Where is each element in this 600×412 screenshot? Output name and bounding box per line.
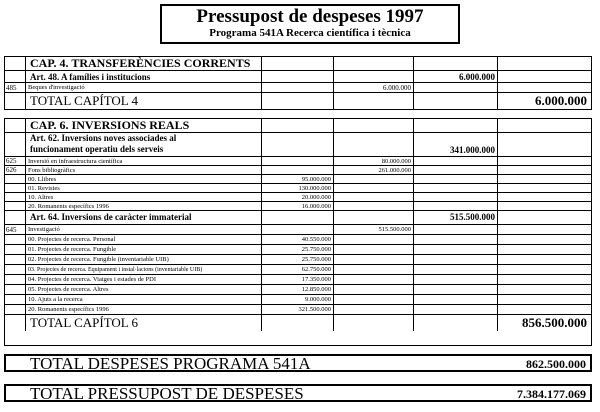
table-row [5, 235, 591, 245]
row-label: 03. Projectes de recerca. Equipament i instal·lacions (inventariable UIB) [25, 265, 261, 274]
row-label: 10. Ajuts a la recerca [25, 295, 261, 304]
total-pressupost-value: 7.384.177.069 [517, 387, 586, 401]
cap6-block [4, 118, 592, 346]
r485-row [5, 83, 591, 93]
row-label: 02. Projectes de recerca. Fungible (inventariable UIB) [25, 255, 261, 264]
row-sub-value: 17.350.000 [261, 275, 333, 284]
row-sub-value: 62.750.000 [261, 265, 333, 274]
cap6-total-value: 856.500.000 [497, 315, 591, 331]
row-value [333, 275, 413, 284]
row-value [333, 265, 413, 274]
table-row [5, 157, 591, 166]
row-value [333, 184, 413, 192]
row-label: 01. Projectes de recerca. Fungible [25, 245, 261, 254]
row-value: 80.000.000 [333, 157, 413, 165]
row-code [5, 193, 25, 201]
cap6-total-label: TOTAL CAPÍTOL 6 [25, 315, 261, 331]
row-code [5, 235, 25, 244]
row-code: 626 [6, 166, 17, 174]
table-row [5, 175, 591, 184]
table-row [5, 265, 591, 275]
table-row [5, 202, 591, 211]
row-value: 261.000.000 [333, 166, 413, 174]
row-sub-value: 130.000.000 [261, 184, 333, 192]
total-pressupost-label: TOTAL PRESSUPOST DE DESPESES [30, 384, 304, 403]
cap4-heading-row [5, 57, 591, 71]
row-label: Fons bibliogràfics [25, 166, 261, 174]
cap6-heading: CAP. 6. INVERSIONS REALS [25, 119, 261, 132]
row-value [333, 305, 413, 314]
row-label: 00. Projectes de recerca. Personal [25, 235, 261, 244]
row-code [5, 285, 25, 294]
art62-label [25, 133, 261, 156]
row-label: 20. Romanents específics 1996 [25, 202, 261, 210]
total-programa-row [4, 354, 592, 372]
title-main: Pressupost de despeses 1997 [196, 6, 424, 27]
art62-label-line2: funcionament operatiu dels serveis [30, 144, 164, 154]
row-value [333, 235, 413, 244]
row-sub-value: 20.000.000 [261, 193, 333, 201]
row-value [333, 245, 413, 254]
table-row [5, 275, 591, 285]
row-sub-value: 9.000.000 [261, 295, 333, 304]
table-row [5, 245, 591, 255]
art62-row [5, 133, 591, 157]
art62-label-line1: Art. 62. Inversions noves associades al [30, 133, 177, 143]
total-programa-label: TOTAL DESPESES PROGRAMA 541A [30, 354, 311, 373]
row-code [5, 202, 25, 210]
row-value [333, 255, 413, 264]
art48-row [5, 71, 591, 83]
row-label: 20. Romanents específics 1996 [25, 305, 261, 314]
row-code [5, 255, 25, 264]
cap4-total-label: TOTAL CAPÍTOL 4 [25, 93, 261, 109]
row-value [333, 295, 413, 304]
total-programa-value: 862.500.000 [526, 357, 586, 371]
row-label: 10. Altres [25, 193, 261, 201]
cap6-heading-row [5, 119, 591, 133]
row-code [5, 175, 25, 183]
row-label: Inversió en infraestructura científica [25, 157, 261, 165]
row-code [5, 265, 25, 274]
row-sub-value [261, 166, 333, 174]
row-code [5, 184, 25, 192]
art64-label: Art. 64. Inversions de caràcter immaterial [25, 211, 261, 224]
cap4-heading: CAP. 4. TRANSFERÈNCIES CORRENTS [25, 57, 261, 70]
row-sub-value: 25.750.000 [261, 245, 333, 254]
row-sub-value: 16.000.000 [261, 202, 333, 210]
cap4-total-row [5, 93, 591, 109]
row-sub-value: 40.550.000 [261, 235, 333, 244]
row-sub-value: 25.750.000 [261, 255, 333, 264]
row-value: 515.500.000 [333, 225, 413, 234]
table-row [5, 255, 591, 265]
table-row [5, 295, 591, 305]
art48-label: Art. 48. A famílies i institucions [25, 71, 261, 82]
row-label: 00. Llibres [25, 175, 261, 183]
row-value [333, 193, 413, 201]
row-code [5, 275, 25, 284]
row-code [5, 305, 25, 314]
art48-value: 6.000.000 [413, 71, 497, 82]
row-value [333, 175, 413, 183]
row-sub-value: 95.000.000 [261, 175, 333, 183]
document-title [160, 4, 460, 44]
art64-row [5, 211, 591, 225]
table-row [5, 225, 591, 235]
total-pressupost-row [4, 384, 592, 402]
row-value [333, 285, 413, 294]
art62-value: 341.000.000 [413, 133, 497, 156]
row-label: 05. Projectes de recerca. Altres [25, 285, 261, 294]
table-row [5, 305, 591, 315]
row-sub-value [261, 225, 333, 234]
cap4-block [4, 56, 592, 110]
row-sub-value: 12.850.000 [261, 285, 333, 294]
title-subtitle: Programa 541A Recerca científica i tècnica [209, 27, 411, 39]
cap6-total-row [5, 315, 591, 331]
cap4-total-value: 6.000.000 [497, 93, 591, 109]
r485-value: 6.000.000 [333, 83, 413, 92]
row-code: 625 [6, 157, 17, 165]
row-code [5, 295, 25, 304]
art64-value: 515.500.000 [413, 211, 497, 224]
row-label: 04. Projectes de recerca. Viatges i estades de PDI [25, 275, 261, 284]
row-sub-value: 321.500.000 [261, 305, 333, 314]
table-row [5, 166, 591, 175]
row-value [333, 202, 413, 210]
r485-label: Beques d'investigació [25, 83, 261, 92]
table-row [5, 193, 591, 202]
row-label: Investigació [25, 225, 261, 234]
row-code: 645 [6, 226, 17, 234]
table-row [5, 285, 591, 295]
table-row [5, 184, 591, 193]
row-sub-value [261, 157, 333, 165]
row-code [5, 245, 25, 254]
r485-code: 485 [6, 84, 17, 92]
row-label: 01. Revistes [25, 184, 261, 192]
